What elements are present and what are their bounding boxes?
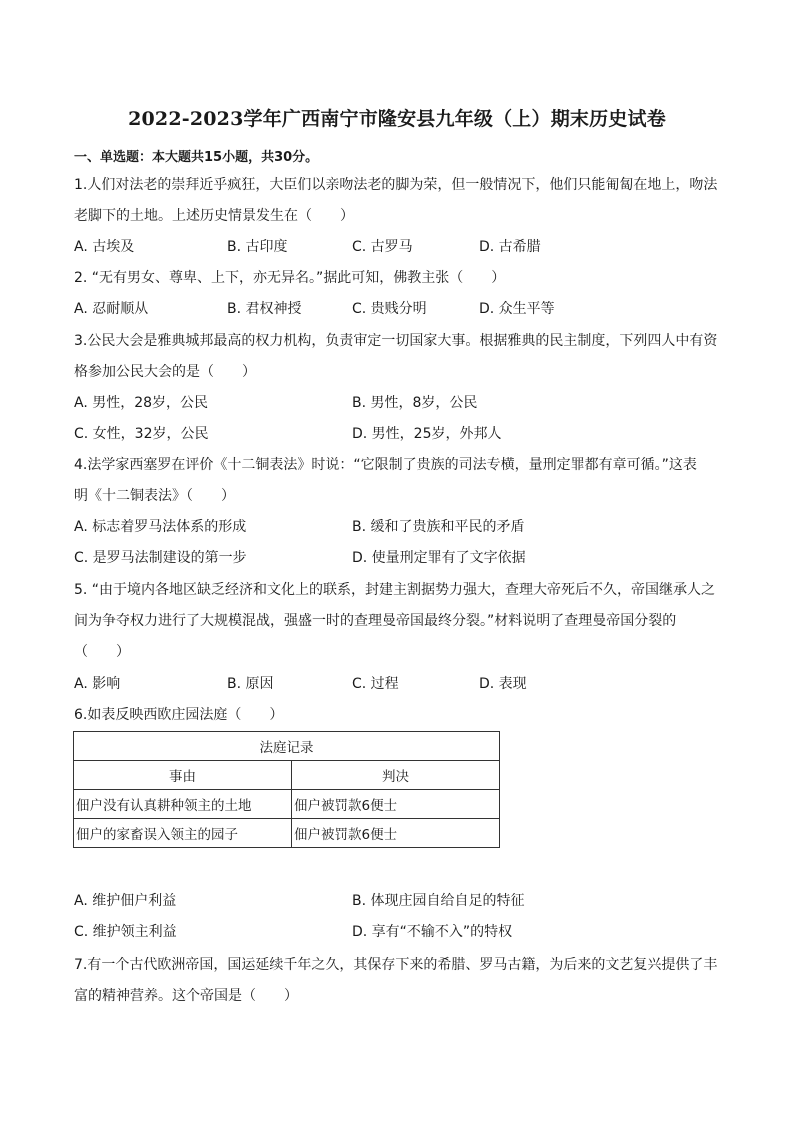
table-row [74, 819, 500, 848]
question-3-option-c: C. 女性，32岁，公民 [74, 426, 209, 442]
table-cell: 佃户被罚款6便士 [292, 790, 500, 819]
question-1-option-c: C. 古罗马 [352, 239, 413, 255]
question-4-option-b: B. 缓和了贵族和平民的矛盾 [352, 519, 525, 535]
question-4-option-a: A. 标志着罗马法体系的形成 [74, 519, 247, 535]
question-2-option-b: B. 君权神授 [227, 301, 302, 317]
question-4-line-1: 4.法学家西塞罗在评价《十二铜表法》时说：“它限制了贵族的司法专横，量刑定罪都有章可循。”这表 [74, 457, 697, 473]
question-4-option-c: C. 是罗马法制建设的第一步 [74, 550, 247, 566]
question-2-option-d: D. 众生平等 [479, 301, 555, 317]
question-5-option-a: A. 影响 [74, 676, 121, 692]
table-header-row [74, 761, 500, 790]
question-5-line-2: 间为争夺权力进行了大规模混战，强盛一时的查理曼帝国最终分裂。”材料说明了查理曼帝国分裂的 [74, 613, 677, 629]
question-1-option-b: B. 古印度 [227, 239, 288, 255]
question-3-option-d: D. 男性，25岁，外邦人 [352, 426, 502, 442]
question-5-option-d: D. 表现 [479, 676, 527, 692]
table-caption-row [74, 732, 500, 761]
question-5-option-c: C. 过程 [352, 676, 399, 692]
exam-title: 2022-2023学年广西南宁市隆安县九年级（上）期末历史试卷 [128, 108, 666, 130]
table-cell: 佃户没有认真耕种领主的土地 [74, 790, 292, 819]
question-6-option-d: D. 享有“不输不入”的特权 [352, 924, 513, 940]
question-5-option-b: B. 原因 [227, 676, 274, 692]
court-record-table [73, 731, 500, 848]
question-3-line-1: 3.公民大会是雅典城邦最高的权力机构，负责审定一切国家大事。根据雅典的民主制度，下列四人中有资 [74, 333, 718, 349]
question-2-line-1: 2. “无有男女、尊卑、上下，亦无异名。”据此可知，佛教主张（ ） [74, 270, 506, 286]
question-1-line-1: 1.人们对法老的崇拜近乎疯狂，大臣们以亲吻法老的脚为荣，但一般情况下，他们只能匍匐在地上，吻法 [74, 177, 718, 193]
question-1-option-a: A. 古埃及 [74, 239, 135, 255]
question-6-option-c: C. 维护领主利益 [74, 924, 177, 940]
question-5-line-1: 5. “由于境内各地区缺乏经济和文化上的联系，封建主割据势力强大，查理大帝死后不久，帝国继承人之 [74, 582, 716, 598]
question-3-line-2: 格参加公民大会的是（ ） [74, 364, 256, 380]
question-4-option-d: D. 使量刑定罪有了文字依据 [352, 550, 526, 566]
table-cell: 佃户的家畜误入领主的园子 [74, 819, 292, 848]
section-heading: 一、单选题：本大题共15小题，共30分。 [74, 150, 319, 165]
table-cell: 佃户被罚款6便士 [292, 819, 500, 848]
question-6-line-1: 6.如表反映西欧庄园法庭（ ） [74, 707, 284, 723]
question-1-option-d: D. 古希腊 [479, 239, 541, 255]
question-2-option-a: A. 忍耐顺从 [74, 301, 149, 317]
question-6-option-a: A. 维护佃户利益 [74, 893, 177, 909]
table-header-cause: 事由 [74, 761, 292, 790]
table-row [74, 790, 500, 819]
question-3-option-a: A. 男性，28岁，公民 [74, 395, 209, 411]
question-3-option-b: B. 男性，8岁，公民 [352, 395, 478, 411]
question-7-line-2: 富的精神营养。这个帝国是（ ） [74, 988, 298, 1004]
question-1-line-2: 老脚下的土地。上述历史情景发生在（ ） [74, 208, 354, 224]
table-caption: 法庭记录 [74, 732, 500, 761]
question-4-line-2: 明《十二铜表法》（ ） [74, 488, 235, 504]
question-6-option-b: B. 体现庄园自给自足的特征 [352, 893, 525, 909]
question-7-line-1: 7.有一个古代欧洲帝国，国运延续千年之久，其保存下来的希腊、罗马古籍，为后来的文艺复兴提供了丰 [74, 957, 718, 973]
question-2-option-c: C. 贵贱分明 [352, 301, 427, 317]
table-header-verdict: 判决 [292, 761, 500, 790]
question-5-line-3: （ ） [74, 644, 130, 660]
